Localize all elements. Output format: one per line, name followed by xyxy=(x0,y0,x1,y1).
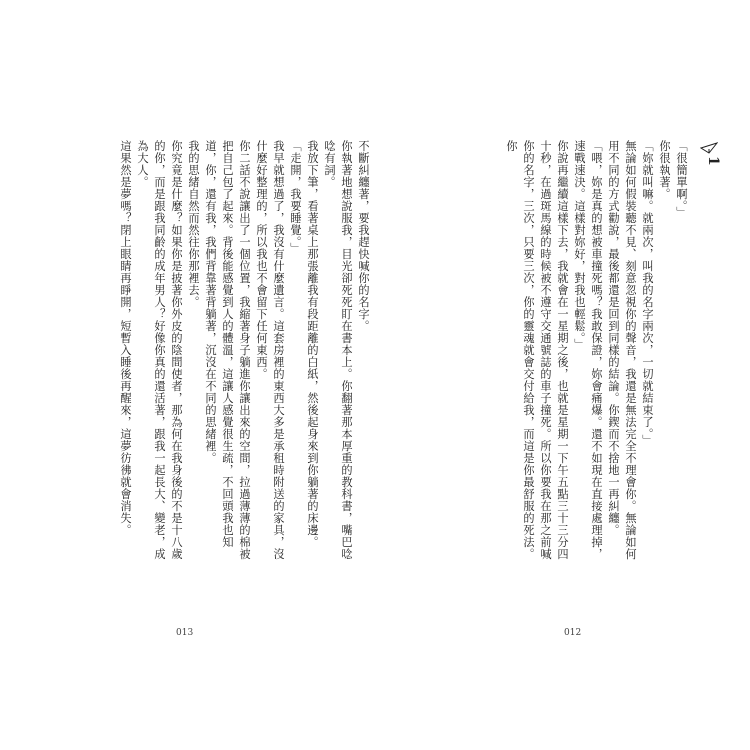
paragraph: 我放下筆，看著桌上那張離我有段距離的白紙，然後起身來到你躺著的床邊。 xyxy=(306,140,319,548)
paragraph: 你很執著。 xyxy=(658,140,671,200)
paragraph: 「妳就叫嘛。就兩次，叫我的名字兩次，一切就結束了。」 xyxy=(641,140,654,447)
page-number: 013 xyxy=(176,628,194,638)
chapter-number: 1 xyxy=(705,156,721,166)
paragraph: 「喂，妳是真的想被車撞死嗎？我敢保證，妳會痛爆。還不如現在直接處理掉，速戰速決。這樣對妳好，對我也輕鬆。」 xyxy=(573,140,603,560)
paragraph: 你說再繼續這樣下去，我就會在一星期之後，也就是星期一下午五點三十三分四十秒，在過斑馬線的時候被不遵守交通號誌的車子撞死。所以你要我在那之前喊你的名字，三次，只要三次，你的靈魂就會交付給我，而這是你最舒服的死法。你 xyxy=(505,140,569,560)
paragraph: 你究竟是什麼？如果你是披著你外皮的陰間使者，那為何在我身後的不是十八歲的你，而是跟我同齡的成年男人？好像你真的還活著，跟我一起長大、變老，成為大人。 xyxy=(136,140,183,560)
right-page-text xyxy=(503,140,690,570)
chapter-marker xyxy=(700,142,721,174)
paragraph: 我早就想過了，我沒有什麼遺言。這套房裡的東西大多是承租時附送的家具，沒什麼好整理的，所以我也不會留下任何東西。 xyxy=(255,140,285,560)
paragraph: 「很簡單啊。」 xyxy=(675,140,688,219)
paragraph: 「走開，我要睡覺。」 xyxy=(289,140,302,255)
paragraph: 無論如何假裝聽不見、刻意忽視你的聲音，我還是無法完全不理會你。無論如何用不同的方式勸說，最後都還是回到同樣的結論。你鍥而不捨地一再糾纏。 xyxy=(607,140,637,560)
paragraph: 你二話不說讓出了一個位置，我縮著身子躺進你讓出來的空間，拉過薄薄的棉被把自己包了起來。背後能感覺到人的體溫，這讓人感覺很生疏，不回頭我也知道，你，還有我，我們背靠著背躺著，沉沒在不同的思緒裡。 xyxy=(204,140,251,560)
left-page-text xyxy=(117,140,372,570)
page-number: 012 xyxy=(564,628,582,638)
right-page xyxy=(402,140,721,660)
paragraph: 你執著地想說服我，目光卻死死盯在書本上。你翻著那本厚重的教科書，嘴巴唸唸有詞。 xyxy=(323,140,353,560)
left-page xyxy=(72,140,372,660)
paragraph: 不斷糾纏著，要我趕快喊你的名字。 xyxy=(357,140,370,332)
paragraph: 這果然是夢嗎？閉上眼睛再睜開，短暫入睡後再醒來，這夢彷彿就會消失。 xyxy=(119,140,132,536)
paragraph: 我的思緒自然而然往你那裡去。 xyxy=(187,140,200,308)
